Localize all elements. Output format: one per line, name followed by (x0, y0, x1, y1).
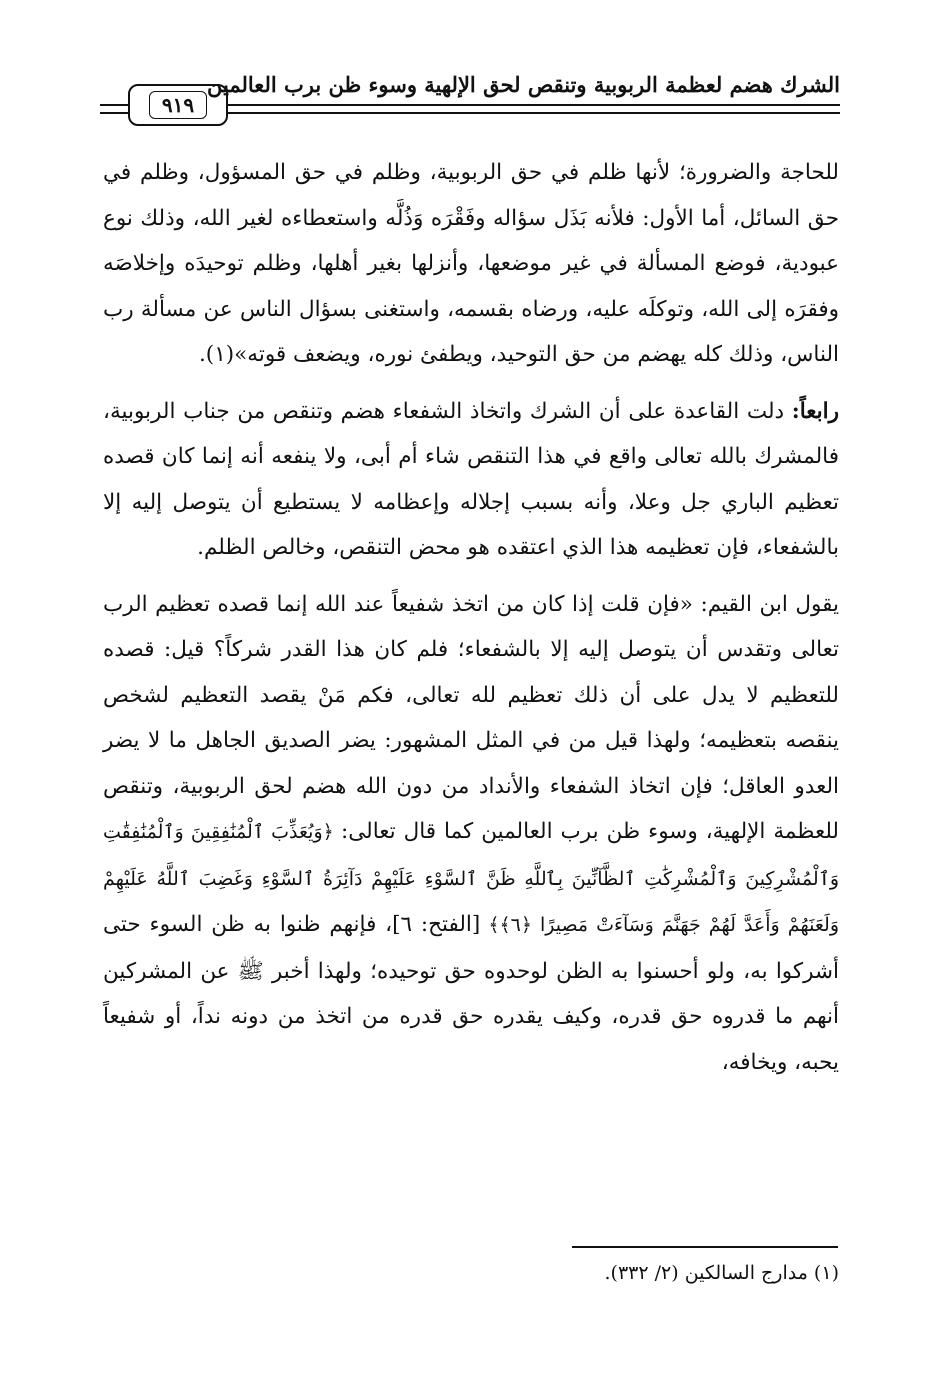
header-rule-left-2 (100, 112, 128, 114)
header-rule-right-2 (228, 112, 840, 114)
header-rule-left-1 (100, 104, 128, 106)
paragraph-1 (103, 150, 839, 378)
footnote-separator (572, 1246, 838, 1248)
paragraph-2-text: دلت القاعدة على أن الشرك واتخاذ الشفعاء هضم وتنقص من جناب الربوبية، فالمشرك بالله تعالى واقع في هذا التنقص شاء أم أبى، ولا ينفعه أنه إنما كان قصده تعظيم الباري جل وعلا، وأنه بسبب إجلاله وإعظامه لا يستطيع أن يتوصل إليه إلا بالشفعاء، فإن تعظيمه هذا الذي اعتقده هو محض التنقص، وخالص الظلم. (103, 398, 839, 560)
paragraph-2 (103, 389, 839, 571)
paragraph-3 (103, 582, 839, 1086)
paragraph-1-text: للحاجة والضرورة؛ لأنها ظلم في حق الربوبية، وظلم في حق المسؤول، وظلم في حق السائل، أما الأول: فلأنه بَذَل سؤاله وفَقْرَه وَذُلَّه واستعطاءه لغير الله، وذلك نوع عبودية، فوضع المسألة في غير موضعها، وأنزلها بغير أهلها، وظلم توحيدَه وإخلاصَه وفقرَه إلى الله، وتوكلَه عليه، ورضاه بقسمه، واستغنى بسؤال الناس عن مسألة رب الناس، وذلك كله يهضم من حق التوحيد، ويطفئ نوره، ويضعف قوته»(١). (103, 160, 839, 367)
paragraph-2-lead: رابعاً: (791, 398, 839, 424)
header-rule-right-1 (228, 104, 840, 106)
page-header (100, 72, 840, 132)
paragraph-3-text: يقول ابن القيم: «فإن قلت إذا كان من اتخذ شفيعاً عند الله إنما قصده تعظيم الرب تعالى وتقدس أن يتوصل إليه إلا بالشفعاء؛ فلم كان هذا القدر شركاً؟ قيل: قصده للتعظيم لا يدل على أن ذلك تعظيم لله تعالى، فكم مَنْ يقصد التعظيم لشخص ينقصه بتعظيمه؛ ولهذا قيل من في المثل المشهور: يضر الصديق الجاهل ما لا يضر العدو العاقل؛ فإن اتخاذ الشفعاء والأنداد من دون الله هضم لحق الربوبية، وتنقص للعظمة الإلهية، وسوء ظن برب العالمين كما قال تعالى: (103, 591, 839, 844)
footnote: (١) مدارج السالكين (٢/ ٣٣٢). (604, 1262, 839, 1284)
page-number: ٩١٩ (149, 91, 207, 119)
quran-verse: ﴿وَيُعَذِّبَ ٱلْمُنَٰفِقِينَ وَٱلْمُنَٰفِقَٰتِ وَٱلْمُشْرِكِينَ وَٱلْمُشْرِكَٰتِ ٱلظَّآنِّينَ بِٱللَّهِ ظَنَّ ٱلسَّوْءِ عَلَيْهِمْ دَآئِرَةُ ٱلسَّوْءِ وَغَضِبَ ٱللَّهُ عَلَيْهِمْ وَلَعَنَهُمْ وَأَعَدَّ لَهُمْ جَهَنَّمَ وَسَآءَتْ مَصِيرًا ﴿٦﴾﴾ (103, 821, 840, 936)
paragraph-3-after: [الفتح: ٦]، فإنهم ظنوا به ظن السوء حتى أشركوا به، ولو أحسنوا به الظن لوحدوه حق توحيده؛ ولهذا أخبر ﷺ عن المشركين أنهم ما قدروه حق قدره، وكيف يقدره حق قدره من اتخذ من دونه نداً، أو شفيعاً يحبه، ويخافه، (103, 912, 839, 1075)
running-title: الشرك هضم لعظمة الربوبية وتنقص لحق الإلهية وسوء ظن برب العالمين (207, 72, 840, 97)
main-text (103, 150, 839, 1096)
page-number-badge (128, 84, 228, 126)
